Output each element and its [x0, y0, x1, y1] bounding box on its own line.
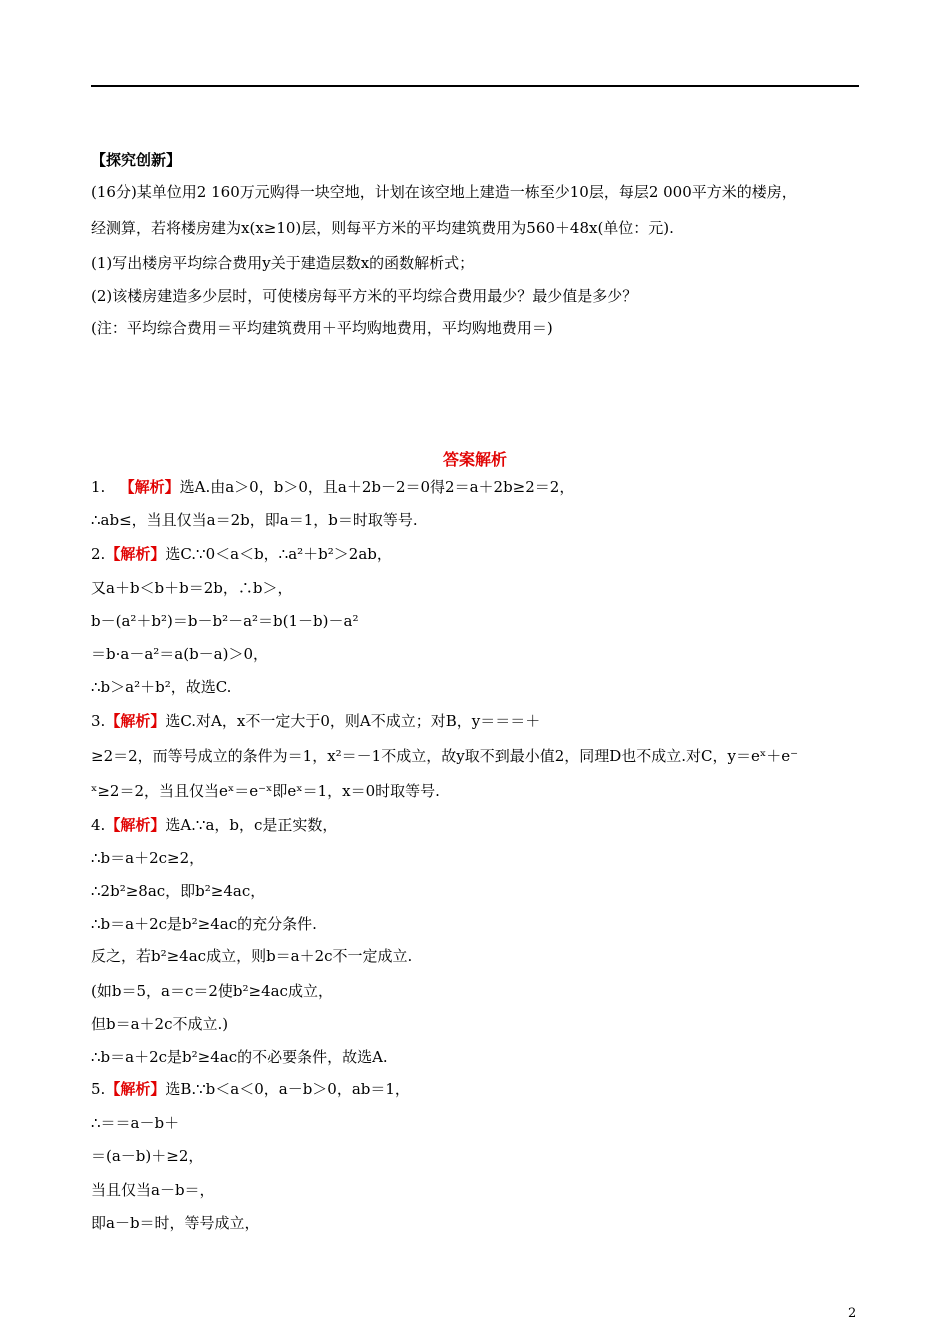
answer-line: (如b＝5，a＝c＝2使b²≥4ac成立， — [91, 982, 333, 1000]
answer-line: 但b＝a＋2c不成立.) — [91, 1015, 229, 1033]
answer-title: 答案解析 — [442, 450, 507, 469]
answer-line: 反之，若b²≥4ac成立，则b＝a＋2c不一定成立. — [91, 947, 413, 965]
answer-line: ˣ≥2＝2，当且仅当eˣ＝e⁻ˣ即eˣ＝1，x＝0时取等号. — [91, 782, 440, 800]
page-number: 2 — [848, 1306, 857, 1321]
problem-note: (注：平均综合费用＝平均建筑费用＋平均购地费用，平均购地费用＝) — [91, 319, 553, 337]
problem-line-2: 经测算，若将楼房建为x(x≥10)层，则每平方米的平均建筑费用为560＋48x(单位：元). — [91, 219, 674, 237]
problem-question-1: (1)写出楼房平均综合费用y关于建造层数x的函数解析式； — [91, 254, 475, 272]
answer-line: ∴b＝a＋2c≥2， — [91, 849, 205, 867]
answer-line: 3.【解析】选C.对A，x不一定大于0，则A不成立；对B，y＝＝＝＋ — [91, 712, 541, 730]
answer-line: 2.【解析】选C.∵0＜a＜b，∴a²＋b²＞2ab， — [91, 545, 392, 563]
answer-line: 当且仅当a－b＝， — [91, 1181, 215, 1199]
answer-line: 又a＋b＜b＋b＝2b，∴b＞， — [91, 579, 293, 597]
analysis-tag: 【解析】 — [105, 545, 166, 563]
answer-line: 5.【解析】选B.∵b＜a＜0，a－b＞0，ab＝1， — [91, 1080, 410, 1098]
answer-line: ∴2b²≥8ac，即b²≥4ac， — [91, 882, 266, 900]
answer-line: ≥2＝2，而等号成立的条件为＝1，x²＝－1不成立，故y取不到最小值2，同理D也不成立.对C，y＝eˣ＋e⁻ — [91, 747, 799, 765]
answer-line: ＝(a－b)＋≥2， — [91, 1147, 204, 1165]
analysis-tag: 【解析】 — [119, 478, 180, 496]
answer-line: ∴b＞a²＋b²，故选C. — [91, 678, 232, 696]
analysis-tag: 【解析】 — [105, 816, 166, 834]
analysis-tag: 【解析】 — [105, 712, 166, 730]
answer-line: ∴b＝a＋2c是b²≥4ac的不必要条件，故选A. — [91, 1048, 388, 1066]
answer-line: b－(a²＋b²)＝b－b²－a²＝b(1－b)－a² — [91, 612, 359, 630]
analysis-tag: 【解析】 — [105, 1080, 166, 1098]
problem-question-2: (2)该楼房建造多少层时，可使楼房每平方米的平均综合费用最少？最少值是多少？ — [91, 287, 638, 305]
answer-line: ＝b·a－a²＝a(b－a)＞0， — [91, 645, 269, 663]
header-rule — [91, 85, 859, 87]
answer-line: ∴b＝a＋2c是b²≥4ac的充分条件. — [91, 915, 317, 933]
answer-line: 即a－b＝时，等号成立， — [91, 1214, 260, 1232]
answer-line: 1. 【解析】选A.由a＞0，b＞0，且a＋2b－2＝0得2＝a＋2b≥2＝2， — [91, 478, 575, 496]
answer-line: ∴＝＝a－b＋ — [91, 1114, 180, 1132]
problem-line-1: (16分)某单位用2 160万元购得一块空地，计划在该空地上建造一栋至少10层，每层2 000平方米的楼房， — [91, 183, 797, 201]
answer-line: 4.【解析】选A.∵a，b，c是正实数， — [91, 816, 338, 834]
section-heading: 【探究创新】 — [91, 151, 182, 169]
answer-line: ∴ab≤，当且仅当a＝2b，即a＝1，b＝时取等号. — [91, 511, 418, 529]
